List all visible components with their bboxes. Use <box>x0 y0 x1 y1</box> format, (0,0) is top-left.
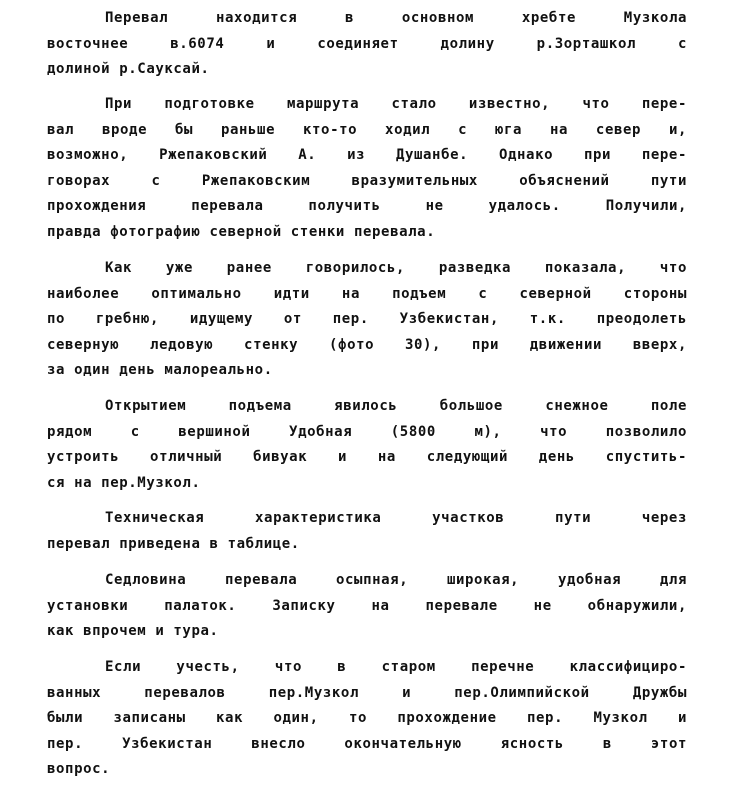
text-line: рядом с вершиной Удобная (5800 м), что позволило <box>47 423 687 440</box>
text-line: перевал приведена в таблице. <box>47 535 300 552</box>
text-line: по гребню, идущему от пер. Узбекистан, т.к. преодолеть <box>47 311 687 327</box>
paragraph-route-preparation <box>47 92 687 245</box>
paragraph-reconnaissance <box>47 256 687 384</box>
text-line: говорах с Ржепаковским вразумительных объяснений пути <box>47 172 687 189</box>
text-line: северную ледовую стенку (фото 30), при движении вверх, <box>47 336 687 353</box>
paragraph-pass-location <box>47 6 687 83</box>
text-line: установки палаток. Записку на перевале не обнаружили, <box>47 597 687 614</box>
text-line: устроить отличный бивуак и на следующий день спустить- <box>47 449 687 465</box>
text-line: Седловина перевала осыпная, широкая, удобная для <box>105 572 687 588</box>
text-line: ванных перевалов пер.Музкол и пер.Олимпийской Дружбы <box>47 684 687 701</box>
text-line: за один день малореально. <box>47 362 273 378</box>
paragraph-conclusion <box>47 655 687 783</box>
text-line: пер. Узбекистан внесло окончательную ясность в этот <box>47 735 687 752</box>
paragraph-technical-characteristics <box>47 506 687 557</box>
text-line: вопрос. <box>47 761 111 777</box>
text-line: долиной р.Сауксай. <box>47 61 210 77</box>
text-line: возможно, Ржепаковский А. из Душанбе. Однако при пере- <box>47 147 687 163</box>
text-line: Перевал находится в основном хребте Музкола <box>105 10 687 26</box>
text-line: Открытием подъема явилось большое снежное поле <box>105 398 687 414</box>
text-line: ся на пер.Музкол. <box>47 474 201 491</box>
text-line: Если учесть, что в старом перечне классифициро- <box>105 659 687 675</box>
text-line: как впрочем и тура. <box>47 623 219 639</box>
text-line: прохождения перевала получить не удалось. Получили, <box>47 198 687 214</box>
text-line: Как уже ранее говорилось, разведка показала, что <box>105 260 687 276</box>
text-line: вал вроде бы раньше кто-то ходил с юга на север и, <box>47 121 687 138</box>
text-line: Техническая характеристика участков пути через <box>105 510 687 526</box>
text-line: восточнее в.6074 и соединяет долину р.Зорташкол с <box>47 35 687 52</box>
text-line: правда фотографию северной стенки перевала. <box>47 223 436 240</box>
paragraph-ascent-discovery <box>47 394 687 496</box>
text-line: наиболее оптимально идти на подъем с северной стороны <box>47 285 687 302</box>
text-line: При подготовке маршрута стало известно, что пере- <box>105 96 687 112</box>
text-line: были записаны как один, то прохождение пер. Музкол и <box>47 710 687 726</box>
paragraph-saddle-description <box>47 568 687 645</box>
